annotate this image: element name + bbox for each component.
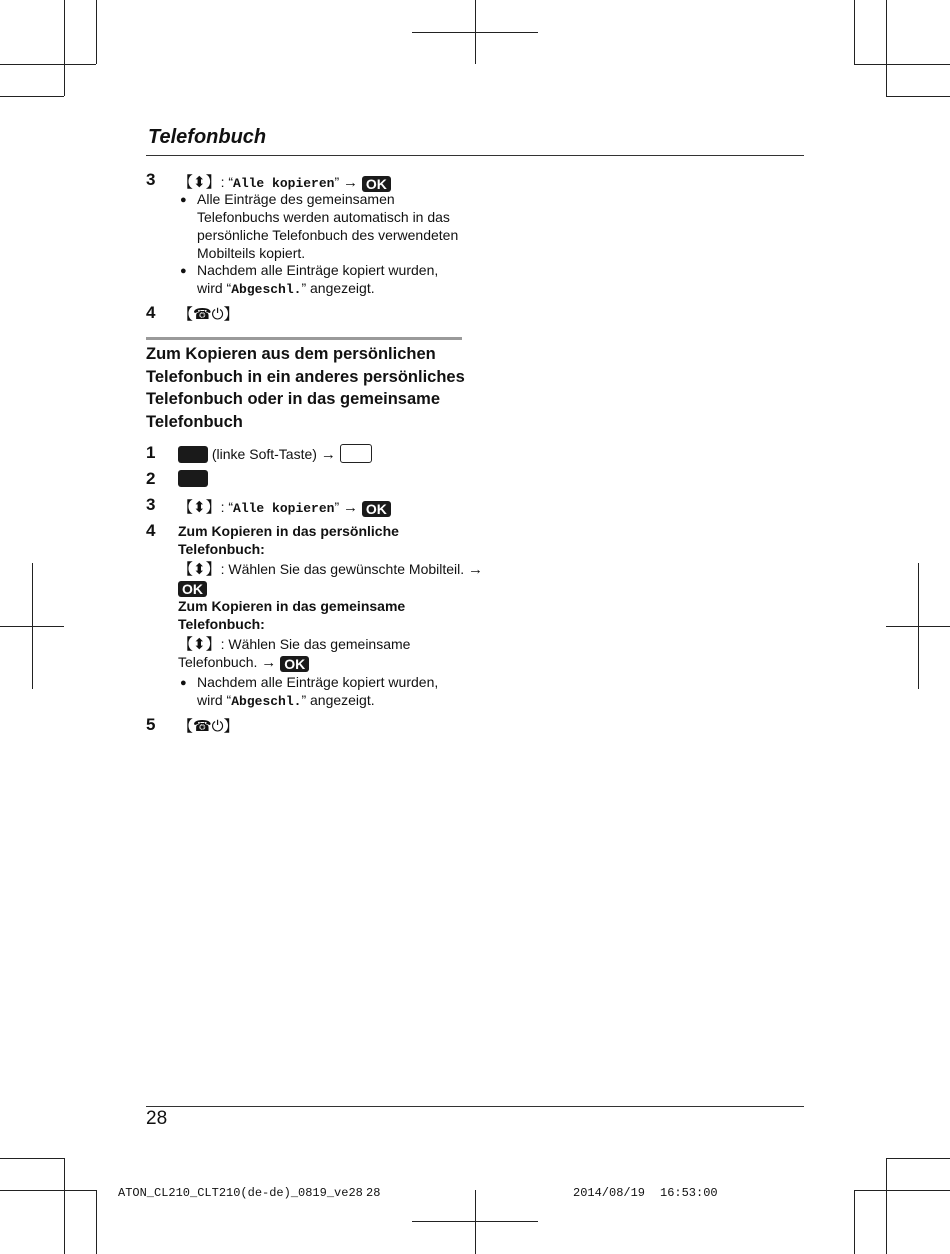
menu-grid-icon[interactable]: [178, 470, 208, 487]
ok-button[interactable]: OK: [362, 501, 391, 517]
hangup-power-icon[interactable]: 【☎⏻】: [178, 718, 239, 735]
print-time: 16:53:00: [660, 1186, 718, 1200]
up-down-arrow-icon: 【⬍】: [178, 174, 221, 191]
print-date: 2014/08/19: [573, 1186, 646, 1200]
bullet-icon: ●: [180, 194, 187, 206]
up-down-arrow-icon: 【⬍】: [178, 636, 221, 653]
subsection-rule: [146, 337, 462, 340]
ok-button[interactable]: OK: [178, 581, 207, 597]
bullet-icon: ●: [180, 677, 187, 689]
section-title: Telefonbuch: [148, 126, 267, 148]
ok-button[interactable]: OK: [362, 176, 391, 192]
footer-rule: [146, 1106, 804, 1107]
up-down-arrow-icon: 【⬍】: [178, 499, 221, 516]
doc-page: 28: [366, 1186, 381, 1200]
header-rule: [146, 155, 804, 156]
phonebook-icon[interactable]: [178, 446, 208, 463]
bullet-icon: ●: [180, 265, 187, 277]
subsection-heading: Zum Kopieren aus dem persönlichen Telefonbuch in ein anderes persönliches Telefonbuch oder in das gemeinsame Telefonbuch: [146, 345, 465, 431]
hangup-power-icon[interactable]: 【☎⏻】: [178, 306, 239, 323]
up-down-arrow-icon: 【⬍】: [178, 561, 221, 578]
ok-button[interactable]: OK: [280, 656, 309, 672]
step-3-line: 【⬍】: “Alle kopieren” → OK: [178, 171, 391, 192]
phonebook-icon: [340, 444, 372, 463]
doc-id: ATON_CL210_CLT210(de-de)_0819_ve28: [118, 1186, 363, 1200]
step-number: 3: [146, 170, 156, 189]
page-number: 28: [146, 1108, 168, 1129]
step-1-line: (linke Soft-Taste) →: [178, 444, 372, 463]
